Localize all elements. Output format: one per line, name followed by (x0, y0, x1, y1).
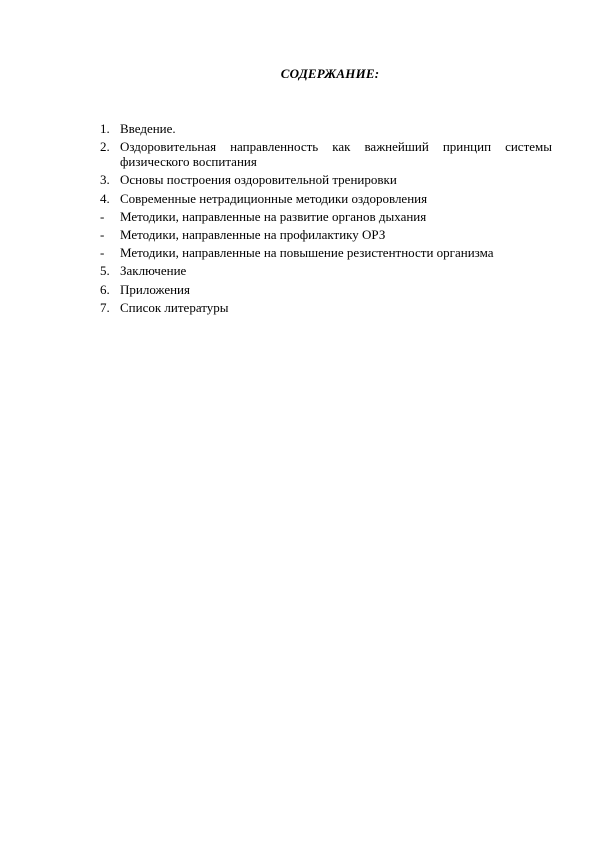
toc-text: Методики, направленные на развитие органов дыхания (120, 208, 427, 224)
toc-text: Основы построения оздоровительной тренировки (120, 172, 397, 188)
toc-item-1 (100, 121, 552, 136)
toc-subitem-ari-prevention (100, 227, 552, 242)
toc-subitem-resistance (100, 245, 552, 260)
toc-item-4 (100, 191, 552, 206)
toc-item-2 (100, 139, 552, 169)
toc-text: Список литературы (120, 299, 229, 315)
toc-text: Методики, направленные на профилактику ОРЗ (120, 226, 386, 242)
toc-dash-marker: - (100, 226, 105, 242)
toc-item-6 (100, 282, 552, 297)
toc-text: Оздоровительная направленность как важнейший принцип системы физического воспитания (120, 139, 552, 170)
toc-text: Современные нетрадиционные методики оздоровления (120, 190, 428, 206)
toc-subitem-breathing (100, 209, 552, 224)
toc-marker: 6. (100, 281, 110, 297)
toc-text: Введение. (120, 121, 176, 136)
toc-item-5 (100, 263, 552, 278)
toc-marker: 1. (100, 121, 110, 136)
toc-text: Методики, направленные на повышение резистентности организма (120, 245, 494, 261)
toc-marker: 3. (100, 172, 110, 188)
toc-text: Заключение (120, 263, 187, 279)
toc-dash-marker: - (100, 208, 105, 224)
table-of-contents (100, 121, 552, 318)
toc-item-3 (100, 172, 552, 187)
toc-marker: 4. (100, 190, 110, 206)
toc-marker: 2. (100, 139, 110, 155)
toc-item-7 (100, 300, 552, 315)
toc-text: Приложения (120, 281, 190, 297)
toc-marker: 5. (100, 263, 110, 279)
page-title: СОДЕРЖАНИЕ: (280, 66, 380, 81)
toc-dash-marker: - (100, 245, 105, 261)
toc-marker: 7. (100, 299, 110, 315)
